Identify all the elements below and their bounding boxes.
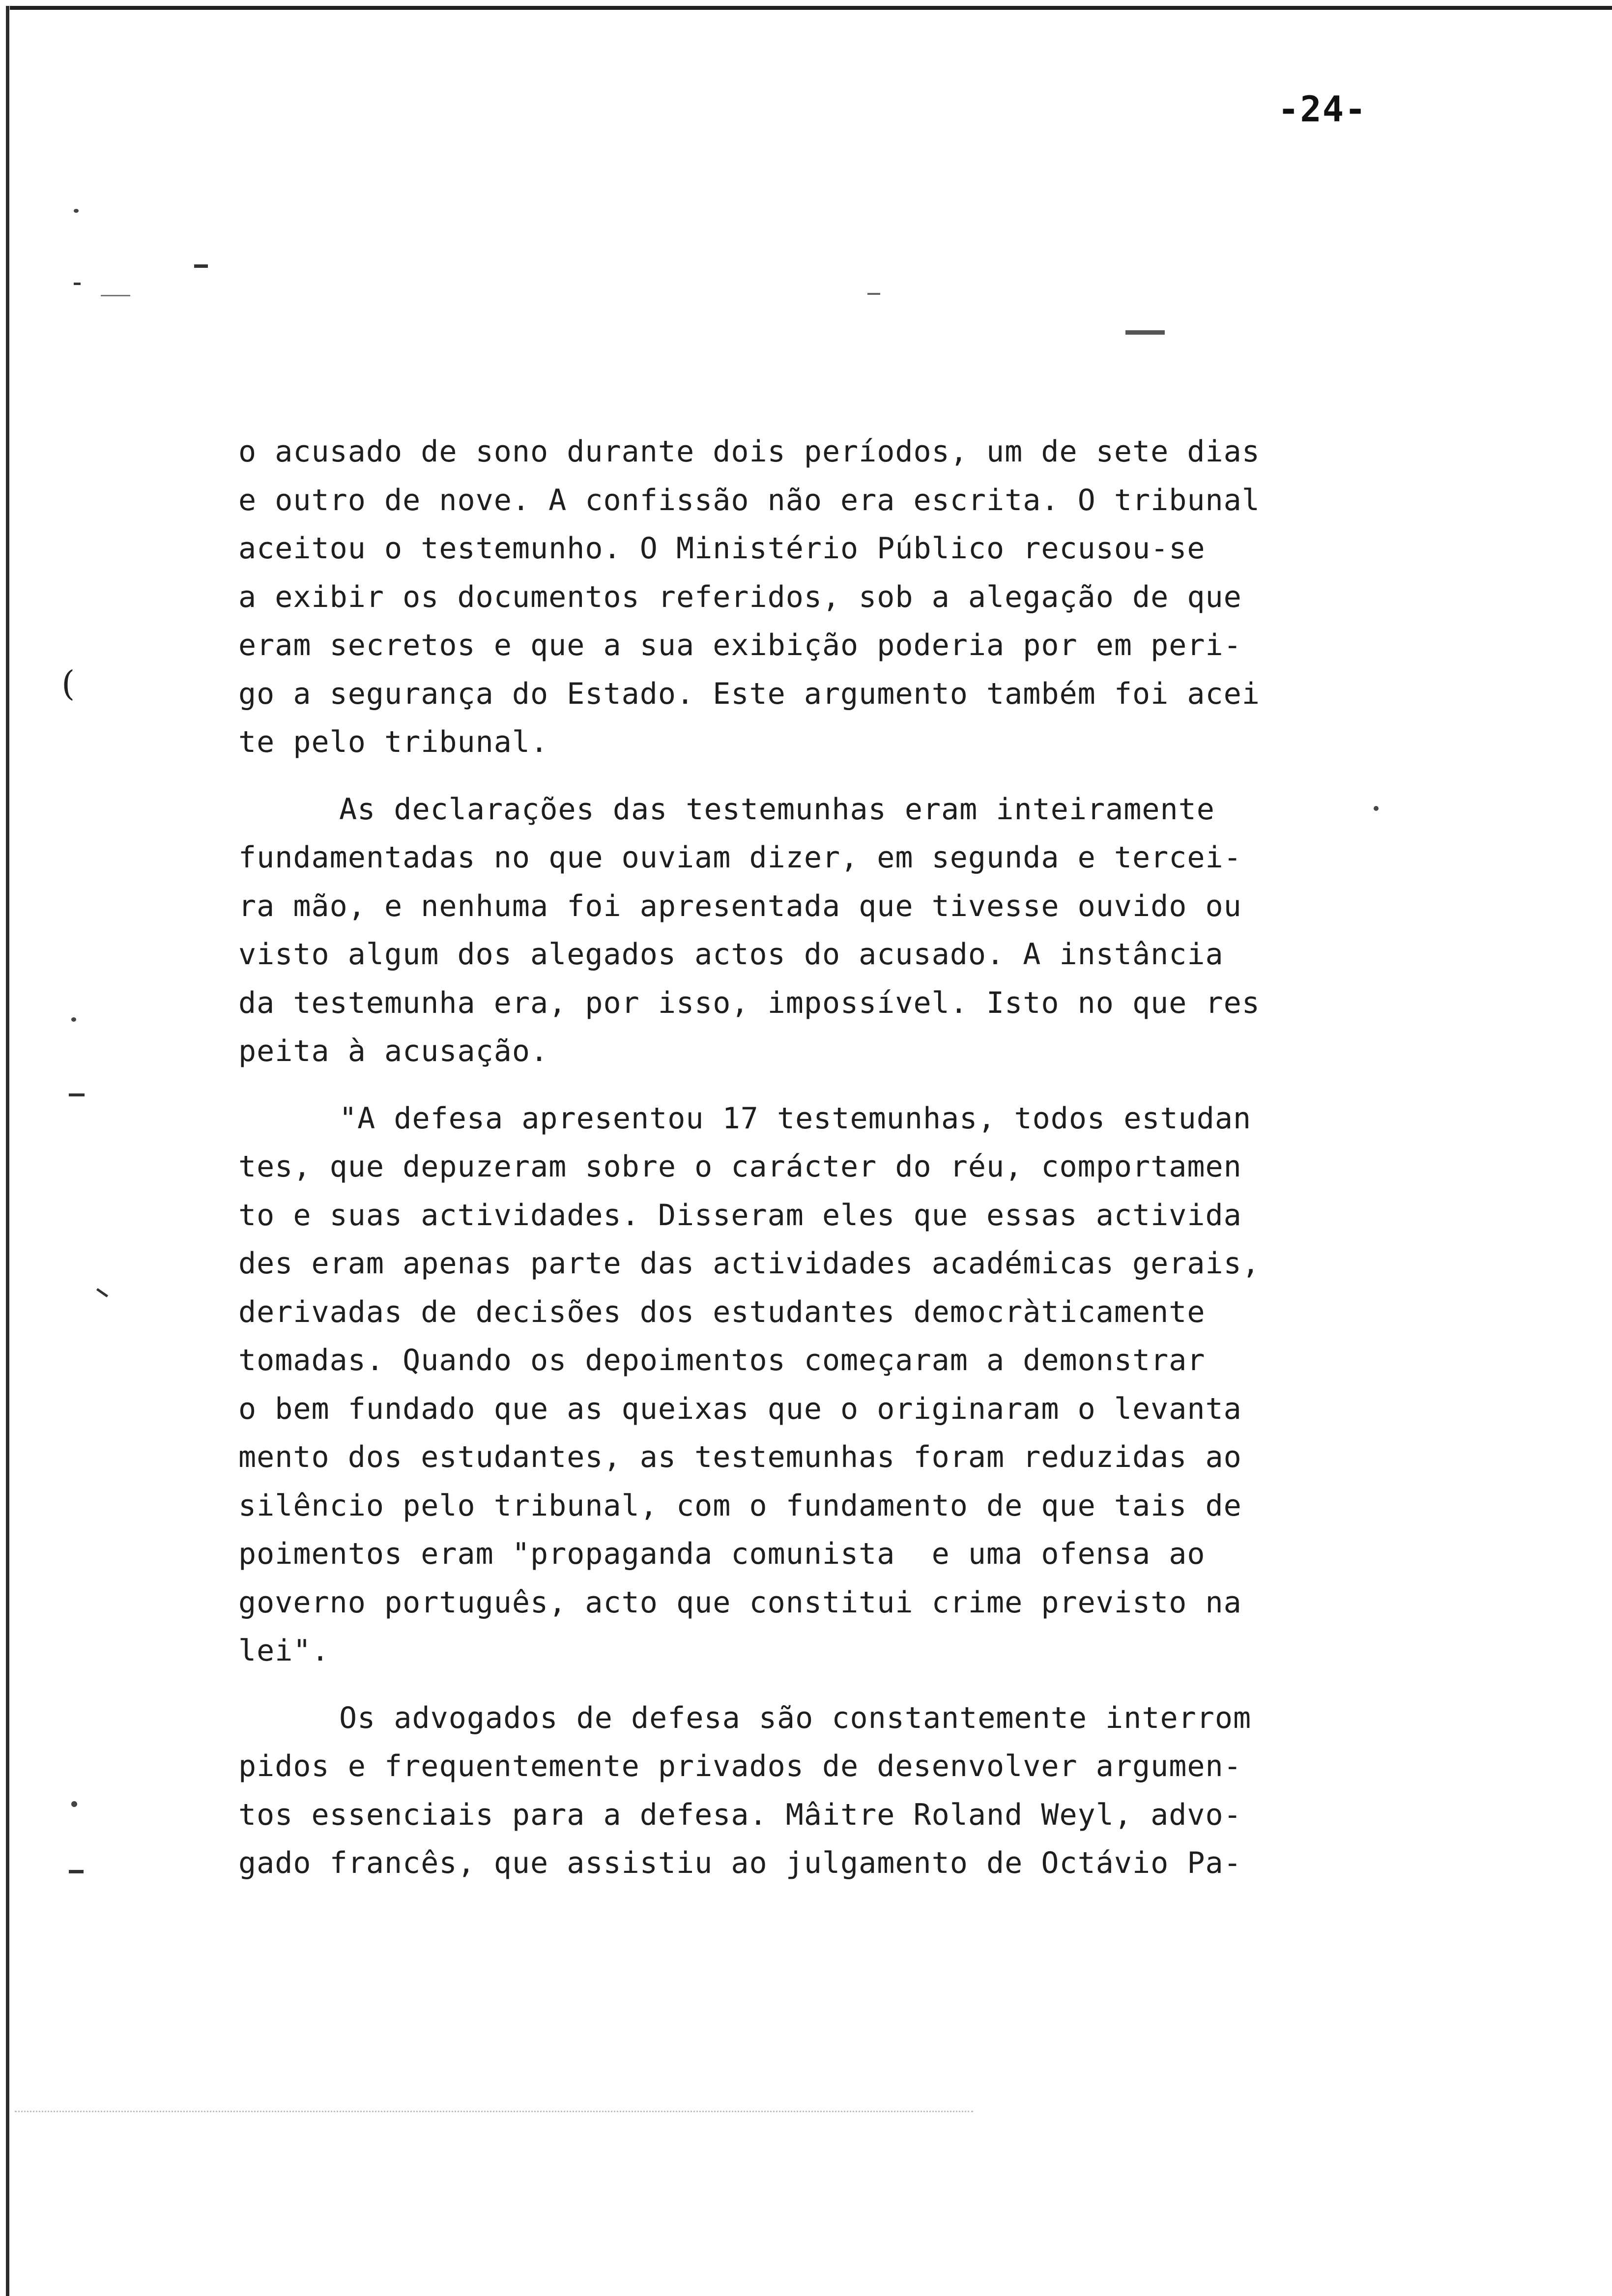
scan-border-top: [10, 6, 1612, 10]
text-line: da testemunha era, por isso, impossível. Isto no que res: [238, 985, 1260, 1020]
scan-speck: [74, 209, 79, 213]
scan-speck: [71, 1017, 76, 1022]
scan-border-left: [6, 6, 9, 2296]
scan-speck: [867, 293, 880, 295]
scan-fold-line: [15, 2111, 973, 2112]
text-line: governo português, acto que constitui crime previsto na: [238, 1585, 1242, 1620]
text-line: "A defesa apresentou 17 testemunhas, todos estudan: [339, 1101, 1252, 1136]
document-body: [238, 428, 1369, 1888]
text-line: o acusado de sono durante dois períodos, um de sete dias: [238, 434, 1260, 469]
scan-speck: [1125, 330, 1165, 335]
paragraph-2: [238, 785, 1369, 1076]
scan-speck: [1374, 806, 1379, 811]
text-line: As declarações das testemunhas eram inteiramente: [339, 792, 1215, 827]
text-line: to e suas actividades. Disseram eles que essas activida: [238, 1198, 1242, 1233]
text-line: pidos e frequentemente privados de desenvolver argumen-: [238, 1749, 1242, 1783]
text-line: go a segurança do Estado. Este argumento também foi acei: [238, 676, 1260, 711]
scan-speck: [101, 295, 130, 296]
scan-speck: [69, 1870, 84, 1873]
text-line: te pelo tribunal.: [238, 725, 549, 759]
text-line: ra mão, e nenhuma foi apresentada que tivesse ouvido ou: [238, 889, 1242, 923]
text-line: aceitou o testemunho. O Ministério Público recusou-se: [238, 531, 1206, 566]
text-line: visto algum dos alegados actos do acusado. A instância: [238, 937, 1224, 972]
text-line: des eram apenas parte das actividades académicas gerais,: [238, 1246, 1260, 1281]
text-line: tes, que depuzeram sobre o carácter do réu, comportamen: [238, 1149, 1242, 1184]
text-line: a exibir os documentos referidos, sob a alegação de que: [238, 579, 1242, 614]
text-line: tomadas. Quando os depoimentos começaram a demonstrar: [238, 1343, 1206, 1378]
text-line: Os advogados de defesa são constantemente interrom: [339, 1700, 1252, 1735]
paragraph-4: [238, 1694, 1369, 1888]
scan-speck: [194, 264, 208, 268]
paragraph-1: [238, 428, 1369, 767]
text-line: silêncio pelo tribunal, com o fundamento de que tais de: [238, 1488, 1242, 1523]
text-line: eram secretos e que a sua exibição poderia por em peri-: [238, 628, 1242, 662]
text-line: peita à acusação.: [238, 1034, 549, 1068]
scan-speck: [69, 1093, 85, 1096]
text-line: fundamentadas no que ouviam dizer, em segunda e tercei-: [238, 840, 1242, 875]
scan-speck: [74, 283, 81, 285]
text-line: poimentos eram "propaganda comunista e uma ofensa ao: [238, 1537, 1206, 1571]
page-number: -24-: [1278, 88, 1367, 130]
text-line: gado francês, que assistiu ao julgamento de Octávio Pa-: [238, 1846, 1242, 1880]
scan-speck: [96, 1288, 108, 1297]
text-line: tos essenciais para a defesa. Mâitre Roland Weyl, advo-: [238, 1797, 1242, 1832]
text-line: derivadas de decisões dos estudantes democràticamente: [238, 1294, 1206, 1329]
scan-speck: [71, 1801, 77, 1807]
text-line: mento dos estudantes, as testemunhas foram reduzidas ao: [238, 1440, 1242, 1474]
paragraph-3: [238, 1094, 1369, 1675]
scan-paren-mark: (: [61, 663, 75, 704]
text-line: e outro de nove. A confissão não era escrita. O tribunal: [238, 483, 1260, 517]
text-line: lei".: [238, 1634, 330, 1668]
text-line: o bem fundado que as queixas que o originaram o levanta: [238, 1391, 1242, 1426]
